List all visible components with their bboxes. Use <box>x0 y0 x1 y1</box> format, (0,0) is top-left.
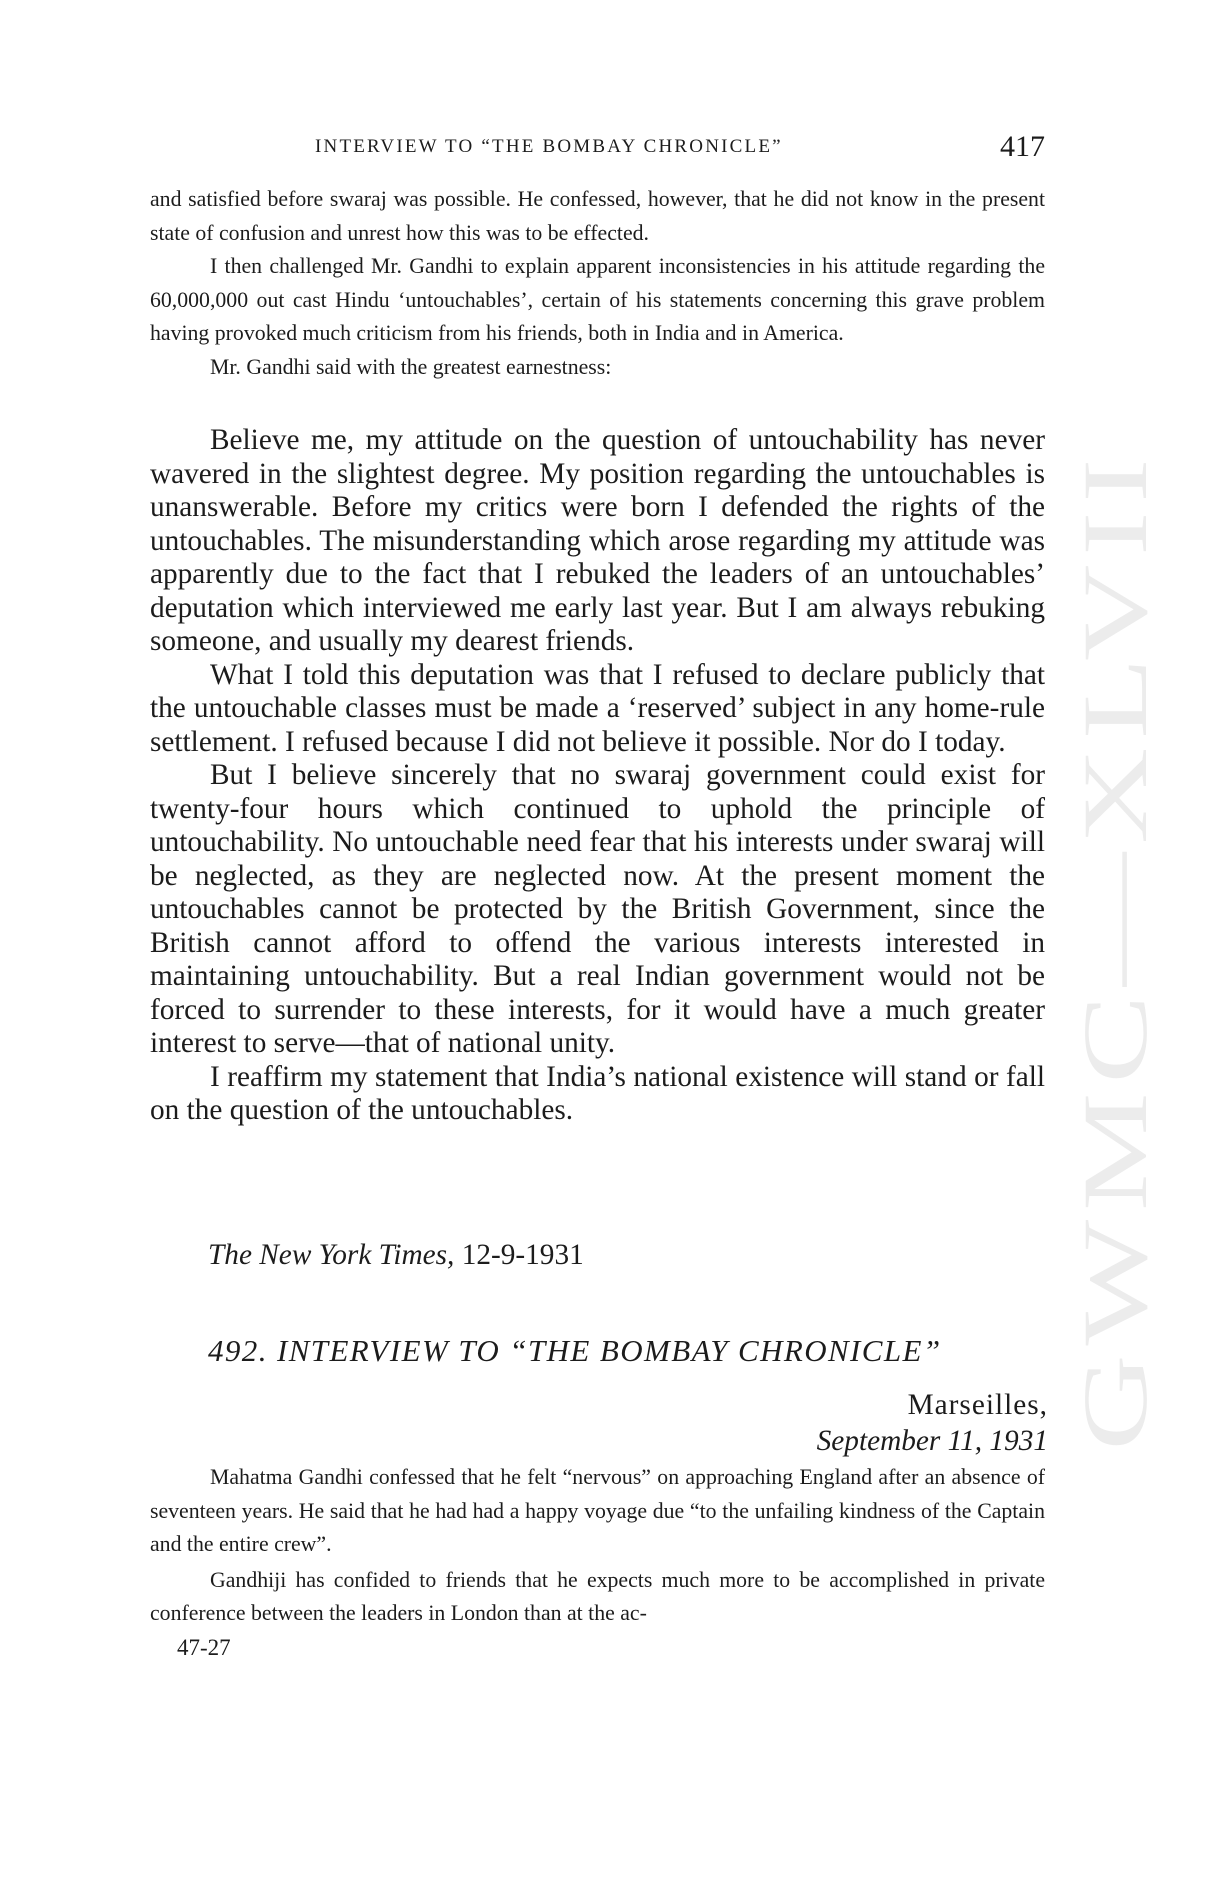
page-header <box>150 130 1045 170</box>
intro-text <box>150 183 1045 384</box>
statement-paragraph: But I believe sincerely that no swaraj government could exist for twenty-four hours which continued to uphold the principle of untouchability. No untouchable need fear that his interests under swaraj will be neglected, as they are neglected now. At the present moment the untouchables cannot be protected by the British Government, since the British cannot afford to offend the various interests interested in maintaining untouchability. But a real Indian government would not be forced to surrender to these interests, for it would have a much greater interest to serve—that of national unity. <box>150 759 1045 1059</box>
intro-paragraph: and satisfied before swaraj was possible. He confessed, however, that he did not know in the present state of confusion and unrest how this was to be effected. <box>150 187 1045 245</box>
watermark-text: GWMC—XLVII <box>1064 449 1166 1451</box>
section-body <box>150 1461 1045 1631</box>
section-paragraph: Mahatma Gandhi confessed that he felt “nervous” on approaching England after an absence of seventeen years. He said that he had had a happy voyage due “to the unfailing kindness of the Captain and the entire crew”. <box>150 1465 1045 1556</box>
intro-paragraph: Mr. Gandhi said with the greatest earnestness: <box>210 354 612 379</box>
page-number: 417 <box>1000 130 1045 163</box>
running-head: INTERVIEW TO “THE BOMBAY CHRONICLE” <box>315 136 783 157</box>
watermark <box>1065 430 1165 1470</box>
intro-paragraph: I then challenged Mr. Gandhi to explain apparent inconsistencies in his attitude regarding the 60,000,000 out cast Hindu ‘untouchables’, certain of his statements concerning this grave problem having provoked much criticism from his friends, both in India and in America. <box>150 254 1045 345</box>
source-citation <box>208 1237 584 1273</box>
section-paragraph: Gandhiji has confided to friends that he expects much more to be accomplished in private conference between the leaders in London than at the ac- <box>150 1567 1045 1625</box>
dateline-place: Marseilles, <box>907 1389 1048 1421</box>
gandhi-statement <box>150 424 1045 1128</box>
statement-paragraph: What I told this deputation was that I refused to declare publicly that the untouchable classes must be made a ‘reserved’ subject in any home-rule settlement. I refused because I did not believe it possible. Nor do I today. <box>150 658 1045 758</box>
section-title: 492. INTERVIEW TO “THE BOMBAY CHRONICLE” <box>208 1333 942 1368</box>
statement-paragraph: I reaffirm my statement that India’s national existence will stand or fall on the question of the untouchables. <box>150 1060 1045 1126</box>
dateline-date: September 11, 1931 <box>816 1425 1048 1457</box>
dateline <box>817 1387 1048 1459</box>
statement-paragraph: Believe me, my attitude on the question of untouchability has never wavered in the slightest degree. My position regarding the untouchables is unanswerable. Before my critics were born I defended the rights of the untouchables. The misunderstanding which arose regarding my attitude was apparently due to the fact that I rebuked the leaders of an untouchables’ deputation which interviewed me early last year. But I am always rebuking someone, and usually my dearest friends. <box>150 424 1045 657</box>
source-date: 12-9-1931 <box>461 1239 584 1271</box>
volume-reference: 47-27 <box>177 1635 231 1660</box>
source-publication: The New York Times, <box>208 1239 455 1271</box>
